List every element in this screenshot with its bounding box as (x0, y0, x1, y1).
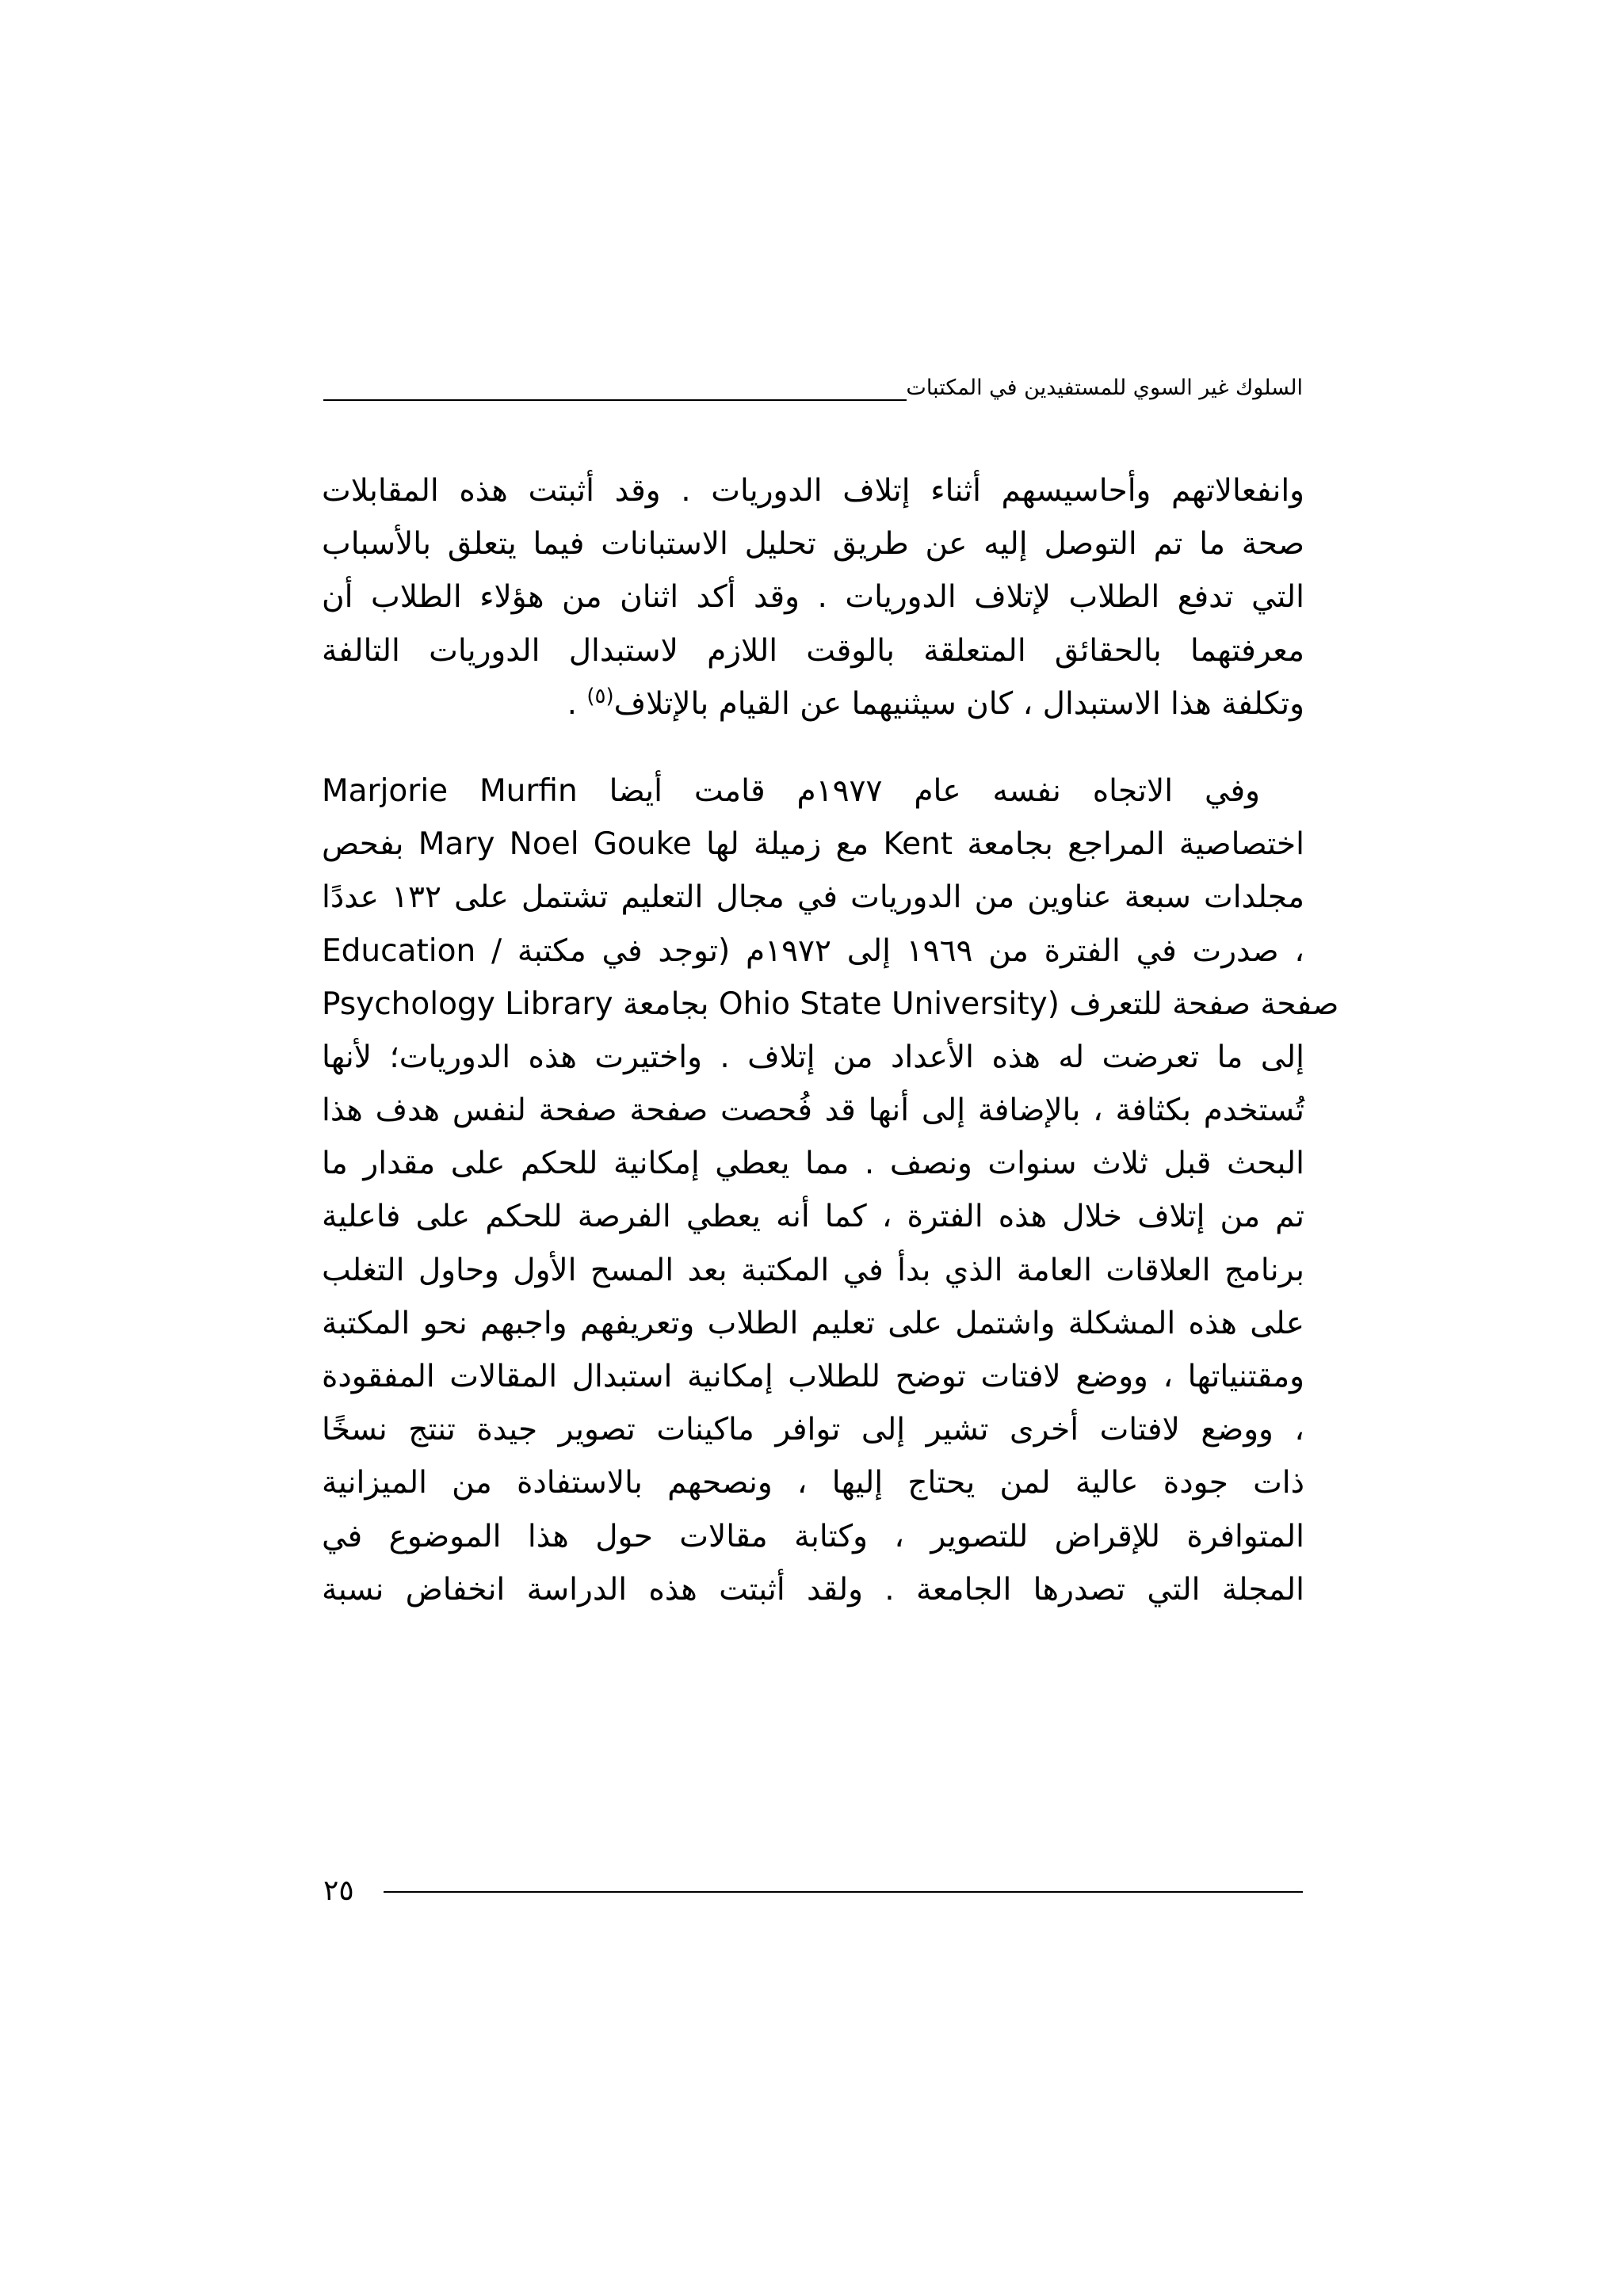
text-line: المجلة التي تصدرها الجامعة . ولقد أثبتت هذه الدراسة انخفاض نسبة (322, 1571, 1304, 1608)
text-line: ، صدرت في الفترة من ١٩٦٩ إلى ١٩٧٢م (توجد في مكتبة / Education (322, 933, 1304, 969)
text-line: المتوافرة للإقراض للتصوير ، وكتابة مقالات حول هذا الموضوع في (322, 1518, 1304, 1554)
header-rule (323, 399, 907, 401)
text-line: ومقتنياتها ، ووضع لافتات توضح للطلاب إمكانية استبدال المقالات المفقودة (322, 1359, 1304, 1394)
body-text (322, 464, 1339, 1616)
page-footer (323, 1874, 1303, 1913)
text-line: صحة ما تم التوصل إليه عن طريق تحليل الاستبانات فيما يتعلق بالأسباب (322, 526, 1304, 563)
paragraph-1 (322, 464, 1304, 730)
final-punctuation: . (567, 685, 587, 722)
footnote-marker: (٥) (586, 684, 614, 708)
text-line: ذات جودة عالية لمن يحتاج إليها ، ونصحهم بالاستفادة من الميزانية (322, 1465, 1304, 1501)
text-line-content: وتكلفة هذا الاستبدال ، كان سيثنيهما عن القيام بالإتلاف (613, 685, 1304, 722)
text-line: على هذه المشكلة واشتمل على تعليم الطلاب وتعريفهم واجبهم نحو المكتبة (322, 1305, 1304, 1341)
running-header-title: السلوك غير السوي للمستفيدين في المكتبات (906, 376, 1303, 400)
running-header (323, 372, 1303, 412)
text-line: التي تدفع الطلاب لإتلاف الدوريات . وقد أكد اثنان من هؤلاء الطلاب أن (322, 579, 1304, 616)
text-line: تُستخدم بكثافة ، بالإضافة إلى أنها قد فُحصت صفحة صفحة لنفس هدف هذا (322, 1093, 1304, 1129)
text-line: وانفعالاتهم وأحاسيسهم أثناء إتلاف الدوريات . وقد أثبتت هذه المقابلات (322, 473, 1304, 509)
footer-rule (384, 1891, 1303, 1893)
text-line: وفي الاتجاه نفسه عام ١٩٧٧م قامت أيضا Marjorie Murfin (322, 772, 1260, 809)
text-line: مجلدات سبعة عناوين من الدوريات في مجال التعليم تشتمل على ١٣٢ عددًا (322, 879, 1304, 916)
text-line: البحث قبل ثلاث سنوات ونصف . مما يعطي إمكانية للحكم على مقدار ما (322, 1146, 1304, 1182)
text-line-last (322, 677, 1304, 730)
text-line: إلى ما تعرضت له هذه الأعداد من إتلاف . واختيرت هذه الدوريات؛ لأنها (322, 1039, 1304, 1075)
text-line: ، ووضع لافتات أخرى تشير إلى توافر ماكينات تصوير جيدة تنتج نسخًا (322, 1412, 1304, 1448)
paragraph-2 (322, 765, 1339, 1616)
text-line: معرفتهما بالحقائق المتعلقة بالوقت اللازم لاستبدال الدوريات التالفة (322, 632, 1304, 669)
text-line: Psychology Library بجامعة Ohio State University) صفحة صفحة للتعرف (322, 986, 1339, 1022)
page-number: ٢٥ (323, 1875, 354, 1907)
text-line: تم من إتلاف خلال هذه الفترة ، كما أنه يعطي الفرصة للحكم على فاعلية (322, 1199, 1304, 1235)
text-line: اختصاصية المراجع بجامعة Kent مع زميلة لها Mary Noel Gouke بفحص (322, 826, 1305, 863)
paragraph-gap (322, 730, 1304, 765)
text-line: برنامج العلاقات العامة الذي بدأ في المكتبة بعد المسح الأول وحاول التغلب (322, 1252, 1304, 1288)
